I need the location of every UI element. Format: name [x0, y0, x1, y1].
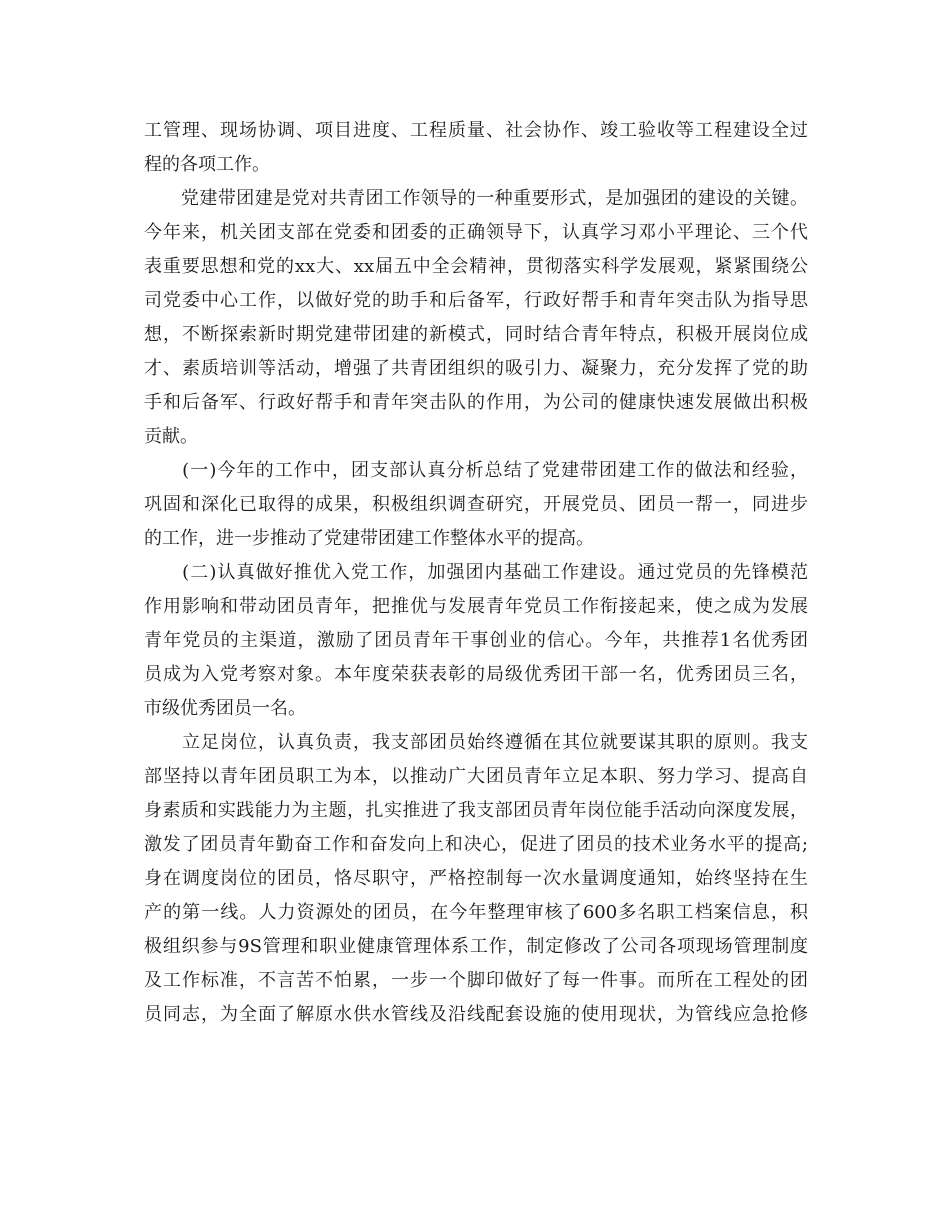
text-line: 极组织参与9S管理和职业健康管理体系工作，制定修改了公司各项现场管理制度 [144, 936, 808, 957]
text-line: 身在调度岗位的团员，恪尽职守，严格控制每一次水量调度通知，始终坚持在生 [144, 868, 808, 889]
paragraph-item-two [144, 556, 808, 726]
text-line: 员成为入党考察对象。本年度荣获表彰的局级优秀团干部一名，优秀团员三名， [144, 664, 808, 685]
text-line: 激发了团员青年勤奋工作和奋发向上和决心，促进了团员的技术业务水平的提高; [144, 834, 808, 855]
text-line: 党建带团建是党对共青团工作领导的一种重要形式，是加强团的建设的关键。 [144, 188, 808, 209]
text-line: (二)认真做好推优入党工作，加强团内基础工作建设。通过党员的先锋模范 [144, 562, 808, 583]
text-line: 员同志，为全面了解原水供水管线及沿线配套设施的使用现状，为管线应急抢修 [144, 1004, 808, 1025]
text-line: 程的各项工作。 [144, 154, 270, 175]
text-line: 身素质和实践能力为主题，扎实推进了我支部团员青年岗位能手活动向深度发展， [144, 800, 808, 821]
text-line: 今年来，机关团支部在党委和团委的正确领导下，认真学习邓小平理论、三个代 [144, 222, 808, 243]
text-line: 司党委中心工作，以做好党的助手和后备军，行政好帮手和青年突击队为指导思 [144, 290, 808, 311]
text-line: 青年党员的主渠道，激励了团员青年干事创业的信心。今年，共推荐1名优秀团 [144, 630, 808, 651]
paragraph-job-duties [144, 726, 808, 1032]
text-line: 贡献。 [144, 426, 198, 447]
text-line: 立足岗位，认真负责，我支部团员始终遵循在其位就要谋其职的原则。我支 [144, 732, 808, 753]
text-line: 及工作标准，不言苦不怕累，一步一个脚印做好了每一件事。而所在工程处的团 [144, 970, 808, 991]
text-line: 部坚持以青年团员职工为本，以推动广大团员青年立足本职、努力学习、提高自 [144, 766, 808, 787]
text-line: 想，不断探索新时期党建带团建的新模式，同时结合青年特点，积极开展岗位成 [144, 324, 808, 345]
text-line: 巩固和深化已取得的成果，积极组织调查研究，开展党员、团员一帮一，同进步 [144, 494, 808, 515]
text-line: 手和后备军、行政好帮手和青年突击队的作用，为公司的健康快速发展做出积极 [144, 392, 808, 413]
text-line: 产的第一线。人力资源处的团员，在今年整理审核了600多名职工档案信息，积 [144, 902, 808, 923]
text-line: 才、素质培训等活动，增强了共青团组织的吸引力、凝聚力，充分发挥了党的助 [144, 358, 808, 379]
text-line: 表重要思想和党的xx大、xx届五中全会精神，贯彻落实科学发展观，紧紧围绕公 [144, 256, 808, 277]
text-line: 工管理、现场协调、项目进度、工程质量、社会协作、竣工验收等工程建设全过 [144, 120, 808, 141]
text-line: 作用影响和带动团员青年，把推优与发展青年党员工作衔接起来，使之成为发展 [144, 596, 808, 617]
body-text [144, 114, 808, 1032]
paragraph-item-one [144, 454, 808, 556]
paragraph-project-scope [144, 114, 808, 182]
paragraph-party-building [144, 182, 808, 454]
text-line: 的工作，进一步推动了党建带团建工作整体水平的提高。 [144, 528, 594, 549]
text-line: (一)今年的工作中，团支部认真分析总结了党建带团建工作的做法和经验， [144, 460, 808, 481]
text-line: 市级优秀团员一名。 [144, 698, 306, 719]
